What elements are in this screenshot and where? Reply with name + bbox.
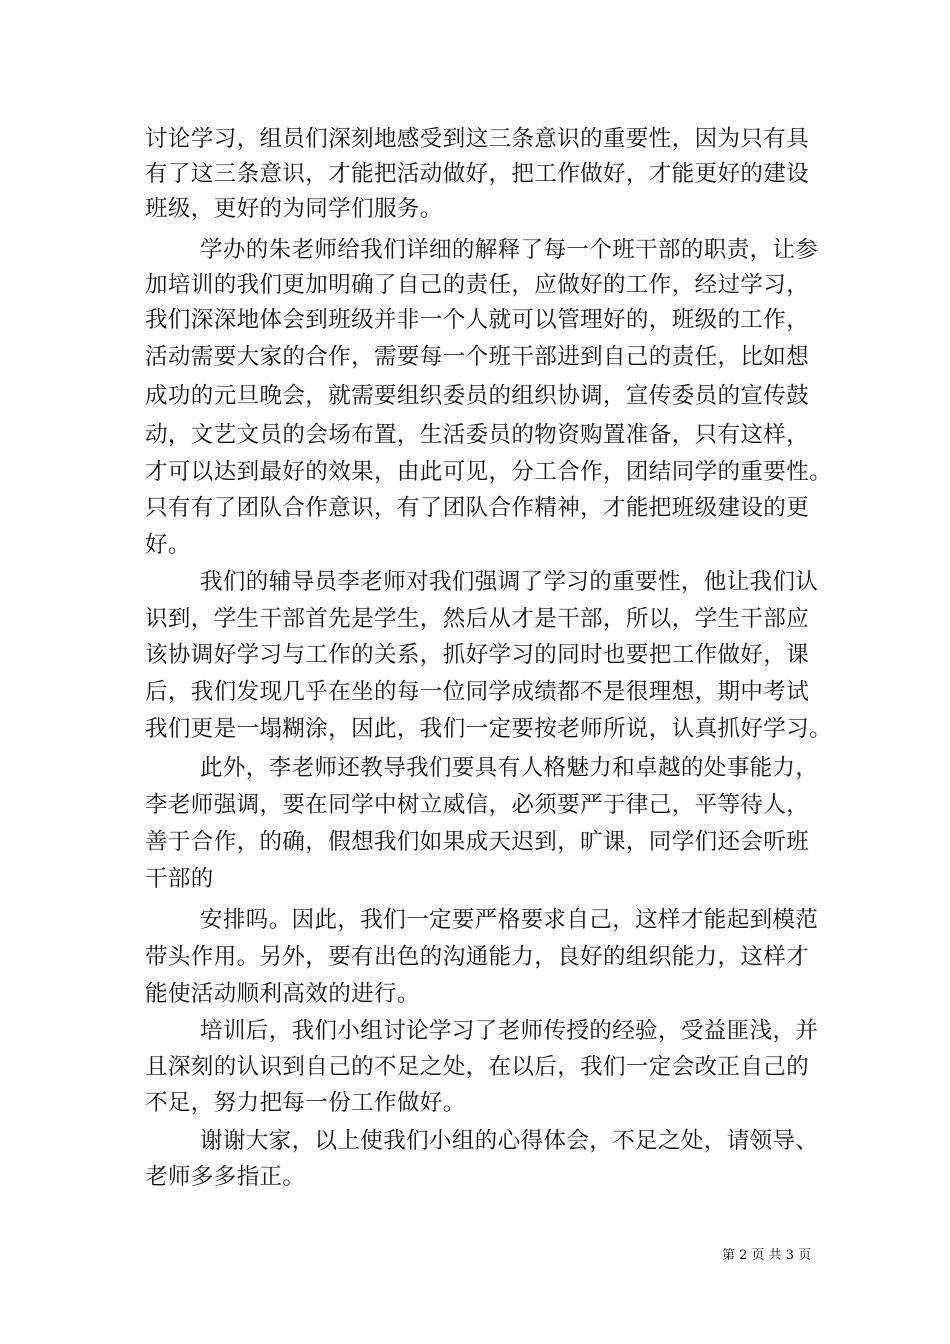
page-number: 第 2 页 共 3 页 bbox=[722, 1248, 812, 1263]
text-line: 不足，努力把每一份工作做好。 bbox=[145, 1090, 466, 1116]
text-line: 干部的 bbox=[145, 866, 214, 892]
text-line: 动，文艺文员的会场布置，生活委员的物资购置准备，只有这样， bbox=[145, 422, 810, 448]
text-line: 老师多多指正。 bbox=[145, 1164, 306, 1190]
paragraph-first-line: 安排吗。因此，我们一定要严格要求自己，这样才能起到模范 bbox=[200, 907, 819, 933]
text-line: 好。 bbox=[145, 532, 191, 558]
text-line: 该协调好学习与工作的关系，抓好学习的同时也要把工作做好，课 bbox=[145, 642, 810, 668]
paragraph-first-line: 此外，李老师还教导我们要具有人格魅力和卓越的处事能力， bbox=[200, 755, 819, 781]
text-line: 李老师强调，要在同学中树立威信，必须要严于律己，平等待人， bbox=[145, 792, 810, 818]
text-line: 善于合作，的确，假想我们如果成天迟到，旷课，同学们还会听班 bbox=[145, 829, 810, 855]
text-line: 带头作用。另外，要有出色的沟通能力，良好的组织能力，这样才 bbox=[145, 944, 810, 970]
paragraph-first-line: 我们的辅导员李老师对我们强调了学习的重要性，他让我们认 bbox=[200, 569, 819, 595]
paragraph-first-line: 培训后，我们小组讨论学习了老师传授的经验，受益匪浅，并 bbox=[200, 1018, 819, 1044]
text-line: 讨论学习，组员们深刻地感受到这三条意识的重要性，因为只有具 bbox=[145, 126, 810, 152]
text-line: 有了这三条意识，才能把活动做好，把工作做好，才能更好的建设 bbox=[145, 161, 810, 187]
text-line: 活动需要大家的合作，需要每一个班干部进到自己的责任，比如想 bbox=[145, 344, 810, 370]
text-line: 我们深深地体会到班级并非一个人就可以管理好的，班级的工作， bbox=[145, 307, 810, 333]
text-line: 只有有了团队合作意识，有了团队合作精神，才能把班级建设的更 bbox=[145, 495, 810, 521]
paragraph-first-line: 学办的朱老师给我们详细的解释了每一个班干部的职责，让参 bbox=[200, 237, 819, 263]
text-line: 加培训的我们更加明确了自己的责任，应做好的工作，经过学习， bbox=[145, 272, 810, 298]
text-line: 才可以达到最好的效果，由此可见，分工合作，团结同学的重要性。 bbox=[145, 459, 833, 485]
text-line: 成功的元旦晚会，就需要组织委员的组织协调，宣传委员的宣传鼓 bbox=[145, 383, 810, 409]
paragraph-first-line: 谢谢大家，以上使我们小组的心得体会，不足之处，请领导、 bbox=[200, 1128, 819, 1154]
text-line: 班级，更好的为同学们服务。 bbox=[145, 196, 443, 222]
text-line: 且深刻的认识到自己的不足之处，在以后，我们一定会改正自己的 bbox=[145, 1054, 810, 1080]
text-line: 后，我们发现几乎在坐的每一位同学成绩都不是很理想，期中考试 bbox=[145, 679, 810, 705]
text-line: 能使活动顺利高效的进行。 bbox=[145, 981, 420, 1007]
text-line: 识到，学生干部首先是学生，然后从才是干部，所以，学生干部应 bbox=[145, 606, 810, 632]
text-line: 我们更是一塌糊涂，因此，我们一定要按老师所说，认真抓好学习。 bbox=[145, 716, 833, 742]
